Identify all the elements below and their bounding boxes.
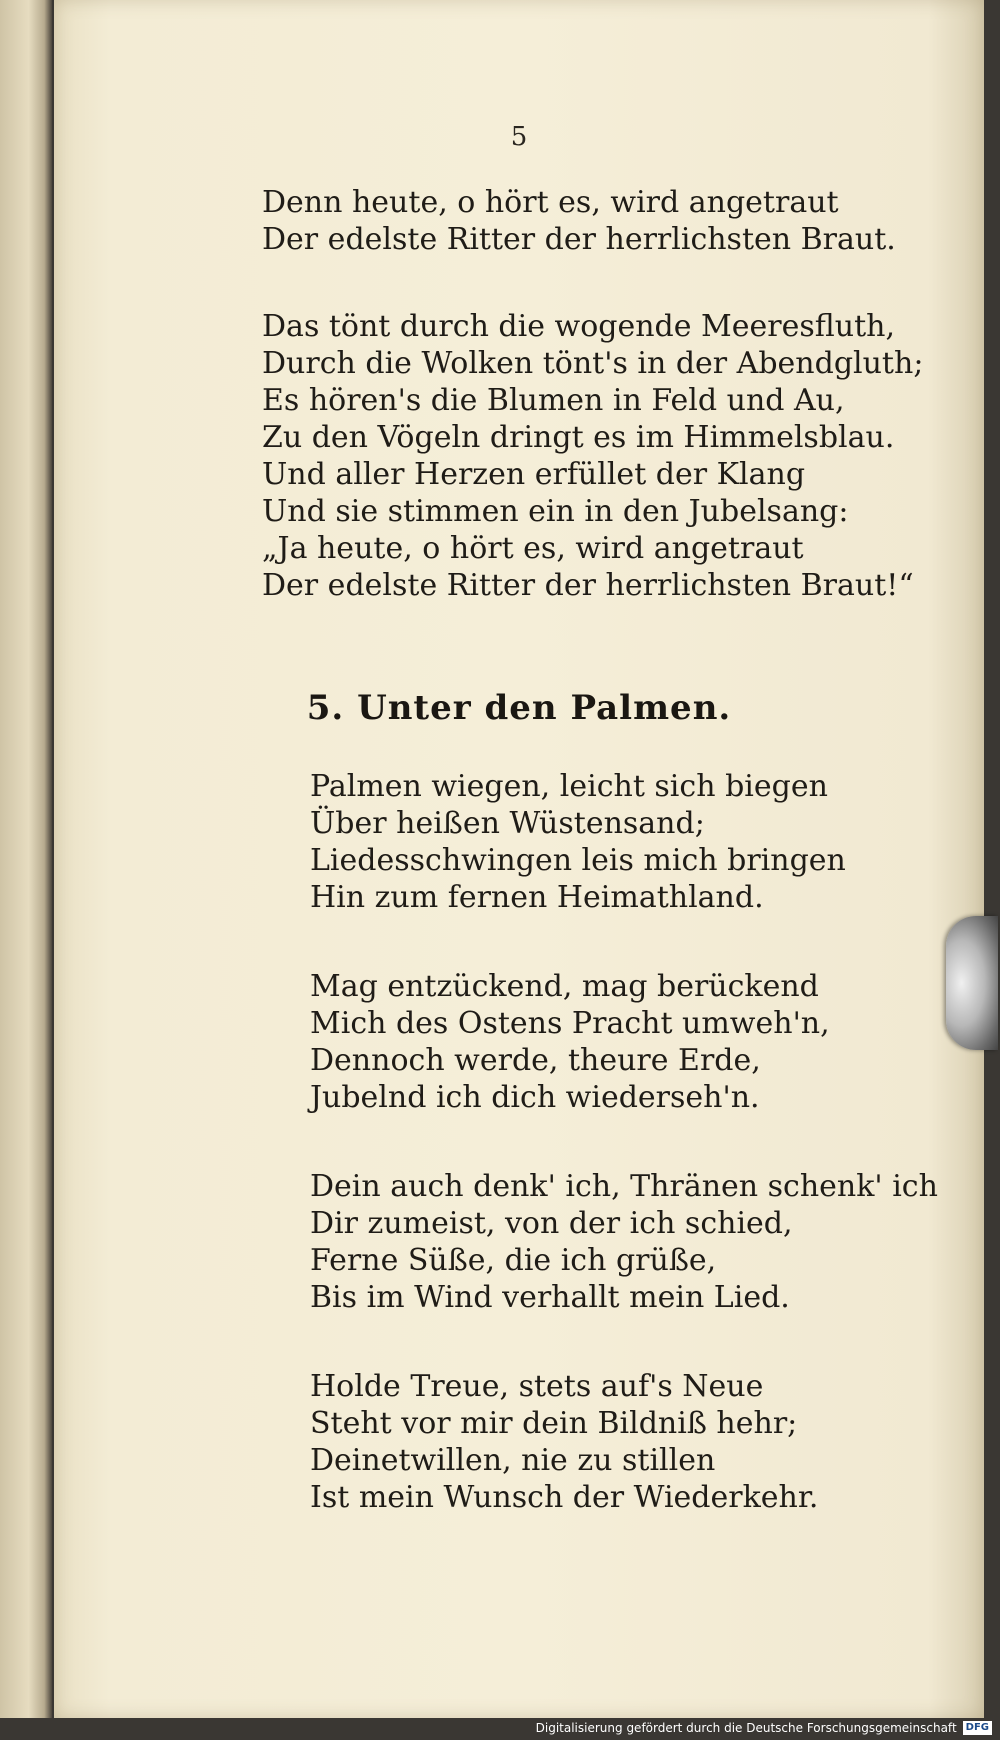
verse-line: Holde Treue, stets auf's Neue	[310, 1369, 764, 1404]
verse-line: Denn heute, o hört es, wird angetraut	[262, 185, 839, 220]
digitization-footer	[536, 1718, 992, 1738]
scanner-clip	[946, 916, 998, 1050]
verse-line: Das tönt durch die wogende Meeresfluth,	[262, 309, 895, 344]
verse-line: Dennoch werde, theure Erde,	[310, 1043, 761, 1078]
verse-line: Mich des Ostens Pracht umweh'n,	[310, 1006, 830, 1041]
verse-line: Der edelste Ritter der herrlichsten Braut.	[262, 222, 896, 257]
verse-line: Mag entzückend, mag berückend	[310, 969, 819, 1004]
dfg-logo-icon: DFG	[963, 1721, 992, 1735]
poem-heading: 5. Unter den Palmen.	[306, 688, 732, 728]
poem-stanza-4	[310, 1368, 818, 1516]
poem-stanza-3	[310, 1168, 938, 1316]
verse-line: Liedesschwingen leis mich bringen	[310, 843, 846, 878]
stanza-continued-1	[262, 184, 896, 258]
verse-line: Es hören's die Blumen in Feld und Au,	[262, 383, 845, 418]
verse-line: Dein auch denk' ich, Thränen schenk' ich	[310, 1169, 938, 1204]
verse-line: Und sie stimmen ein in den Jubelsang:	[262, 494, 849, 529]
poem-stanza-2	[310, 968, 830, 1116]
verse-line: Palmen wiegen, leicht sich biegen	[310, 769, 828, 804]
stanza-continued-2	[262, 308, 923, 604]
funding-credit: Digitalisierung gefördert durch die Deutsche Forschungsgemeinschaft	[535, 1721, 957, 1735]
verse-line: Deinetwillen, nie zu stillen	[310, 1443, 716, 1478]
verse-line: Ist mein Wunsch der Wiederkehr.	[310, 1480, 819, 1515]
verse-line: Hin zum fernen Heimathland.	[310, 880, 764, 915]
verse-line: Durch die Wolken tönt's in der Abendgluth;	[262, 346, 924, 381]
poem-stanza-1	[310, 768, 846, 916]
verse-line: Steht vor mir dein Bildniß hehr;	[310, 1406, 798, 1441]
verse-line: Über heißen Wüstensand;	[310, 806, 705, 841]
verse-line: Bis im Wind verhallt mein Lied.	[310, 1280, 790, 1315]
page-number: 5	[510, 122, 528, 152]
verse-line: „Ja heute, o hört es, wird angetraut	[262, 531, 804, 566]
book-page	[54, 0, 984, 1718]
left-page-edge	[0, 0, 52, 1718]
verse-line: Der edelste Ritter der herrlichsten Braut!“	[262, 568, 914, 603]
verse-line: Jubelnd ich dich wiederseh'n.	[310, 1080, 760, 1115]
verse-line: Und aller Herzen erfüllet der Klang	[262, 457, 806, 492]
verse-line: Zu den Vögeln dringt es im Himmelsblau.	[262, 420, 895, 455]
verse-line: Ferne Süße, die ich grüße,	[310, 1243, 717, 1278]
verse-line: Dir zumeist, von der ich schied,	[310, 1206, 793, 1241]
